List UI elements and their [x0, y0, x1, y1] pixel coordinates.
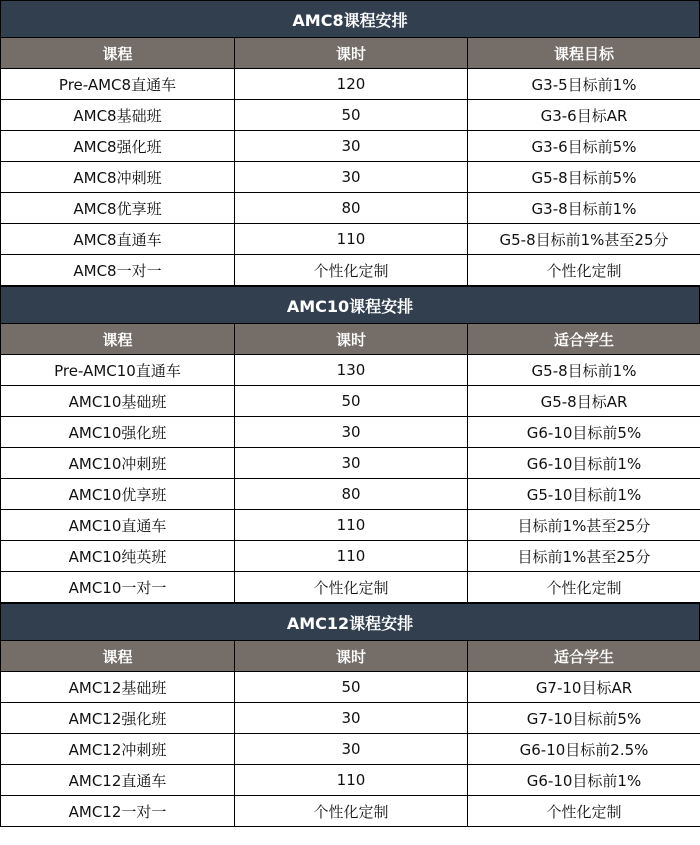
course-cell: AMC12基础班: [1, 672, 235, 703]
course-cell: AMC12直通车: [1, 765, 235, 796]
course-cell: AMC12一对一: [1, 796, 235, 827]
hours-cell: 个性化定制: [235, 255, 468, 286]
target-cell: G3-5目标前1%: [468, 69, 700, 100]
target-cell: 个性化定制: [468, 572, 700, 603]
column-header-suitable: 适合学生: [468, 641, 700, 672]
column-header-course: 课程: [1, 324, 235, 355]
hours-cell: 50: [235, 100, 468, 131]
course-cell: Pre-AMC8直通车: [1, 69, 235, 100]
target-cell: G6-10目标前1%: [468, 765, 700, 796]
hours-cell: 80: [235, 479, 468, 510]
course-cell: AMC8强化班: [1, 131, 235, 162]
table-row: [1, 417, 700, 448]
hours-cell: 30: [235, 448, 468, 479]
table-row: [1, 69, 700, 100]
target-cell: G5-8目标前5%: [468, 162, 700, 193]
table-row: [1, 355, 700, 386]
target-cell: 目标前1%甚至25分: [468, 541, 700, 572]
course-cell: AMC10强化班: [1, 417, 235, 448]
hours-cell: 30: [235, 162, 468, 193]
course-cell: AMC8冲刺班: [1, 162, 235, 193]
table-row: [1, 224, 700, 255]
course-cell: AMC10基础班: [1, 386, 235, 417]
header-row: [1, 324, 700, 355]
target-cell: 个性化定制: [468, 255, 700, 286]
target-cell: G5-8目标前1%: [468, 355, 700, 386]
target-cell: G7-10目标AR: [468, 672, 700, 703]
column-header-hours: 课时: [235, 38, 468, 69]
course-cell: Pre-AMC10直通车: [1, 355, 235, 386]
hours-cell: 110: [235, 510, 468, 541]
amc10-table: [0, 323, 700, 603]
column-header-suitable: 适合学生: [468, 324, 700, 355]
amc12-table: [0, 640, 700, 827]
course-cell: AMC10冲刺班: [1, 448, 235, 479]
amc12-section: [0, 603, 700, 827]
column-header-hours: 课时: [235, 641, 468, 672]
target-cell: G3-8目标前1%: [468, 193, 700, 224]
table-row: [1, 510, 700, 541]
table-row: [1, 765, 700, 796]
target-cell: G6-10目标前1%: [468, 448, 700, 479]
hours-cell: 80: [235, 193, 468, 224]
table-row: [1, 672, 700, 703]
header-row: [1, 38, 700, 69]
course-cell: AMC10直通车: [1, 510, 235, 541]
table-row: [1, 796, 700, 827]
table-row: [1, 162, 700, 193]
section-title: AMC10课程安排: [0, 286, 700, 323]
table-row: [1, 255, 700, 286]
hours-cell: 30: [235, 417, 468, 448]
course-cell: AMC8基础班: [1, 100, 235, 131]
hours-cell: 30: [235, 703, 468, 734]
target-cell: G3-6目标前5%: [468, 131, 700, 162]
target-cell: G6-10目标前5%: [468, 417, 700, 448]
hours-cell: 110: [235, 224, 468, 255]
column-header-target: 课程目标: [468, 38, 700, 69]
course-cell: AMC8优享班: [1, 193, 235, 224]
section-title: AMC8课程安排: [0, 0, 700, 37]
table-row: [1, 572, 700, 603]
course-cell: AMC8直通车: [1, 224, 235, 255]
column-header-course: 课程: [1, 38, 235, 69]
header-row: [1, 641, 700, 672]
course-cell: AMC10一对一: [1, 572, 235, 603]
table-row: [1, 100, 700, 131]
section-title: AMC12课程安排: [0, 603, 700, 640]
table-row: [1, 479, 700, 510]
column-header-hours: 课时: [235, 324, 468, 355]
table-row: [1, 386, 700, 417]
table-row: [1, 131, 700, 162]
hours-cell: 110: [235, 765, 468, 796]
target-cell: G6-10目标前2.5%: [468, 734, 700, 765]
hours-cell: 110: [235, 541, 468, 572]
hours-cell: 30: [235, 734, 468, 765]
table-row: [1, 734, 700, 765]
target-cell: G5-8目标AR: [468, 386, 700, 417]
target-cell: 个性化定制: [468, 796, 700, 827]
course-cell: AMC12冲刺班: [1, 734, 235, 765]
amc8-table: [0, 37, 700, 286]
table-row: [1, 541, 700, 572]
course-cell: AMC12强化班: [1, 703, 235, 734]
hours-cell: 50: [235, 672, 468, 703]
target-cell: G5-8目标前1%甚至25分: [468, 224, 700, 255]
table-row: [1, 703, 700, 734]
amc8-section: [0, 0, 700, 286]
table-row: [1, 193, 700, 224]
hours-cell: 130: [235, 355, 468, 386]
table-row: [1, 448, 700, 479]
course-cell: AMC10优享班: [1, 479, 235, 510]
hours-cell: 个性化定制: [235, 572, 468, 603]
hours-cell: 30: [235, 131, 468, 162]
course-cell: AMC10纯英班: [1, 541, 235, 572]
course-cell: AMC8一对一: [1, 255, 235, 286]
target-cell: G5-10目标前1%: [468, 479, 700, 510]
target-cell: G7-10目标前5%: [468, 703, 700, 734]
column-header-course: 课程: [1, 641, 235, 672]
amc10-section: [0, 286, 700, 603]
hours-cell: 50: [235, 386, 468, 417]
hours-cell: 个性化定制: [235, 796, 468, 827]
target-cell: 目标前1%甚至25分: [468, 510, 700, 541]
hours-cell: 120: [235, 69, 468, 100]
target-cell: G3-6目标AR: [468, 100, 700, 131]
